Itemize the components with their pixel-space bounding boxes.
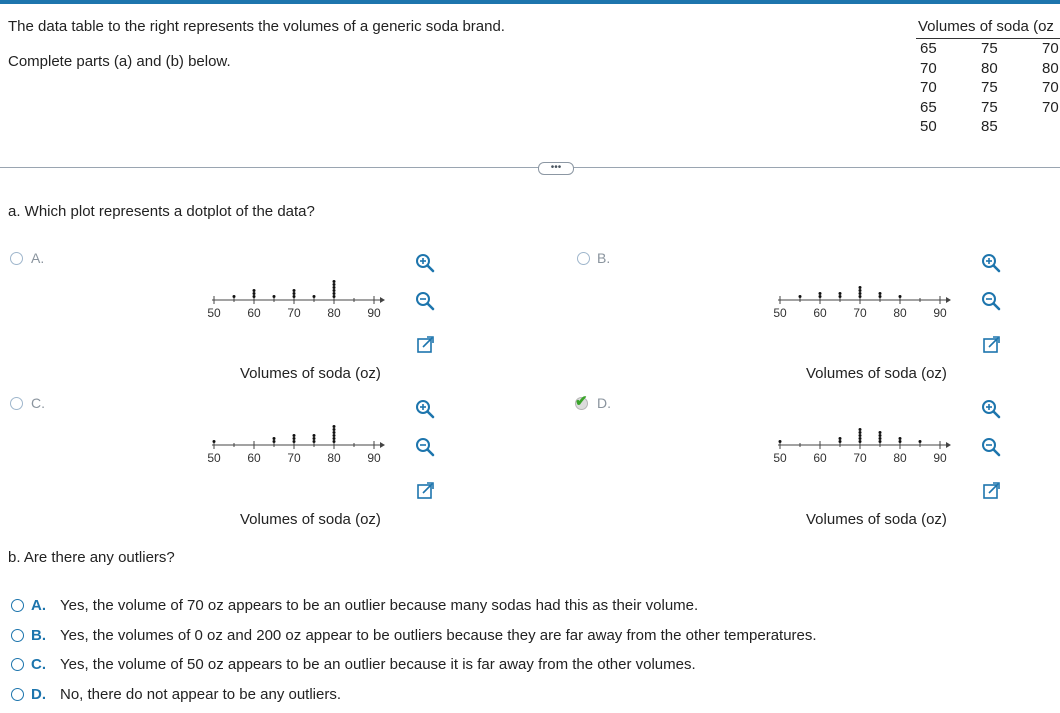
dot	[879, 440, 882, 443]
dot	[313, 440, 316, 443]
choice-c-radio[interactable]	[11, 658, 24, 671]
data-table-title: Volumes of soda (oz	[918, 18, 1054, 35]
dot	[293, 437, 296, 440]
correct-checkmark-icon: ✔	[575, 393, 588, 410]
dotplot-b-axis-label: Volumes of soda (oz)	[806, 365, 947, 382]
dot	[293, 434, 296, 437]
dot	[879, 437, 882, 440]
dot	[879, 434, 882, 437]
dot	[333, 280, 336, 283]
dot	[839, 292, 842, 295]
intro-instructions: Complete parts (a) and (b) below.	[8, 53, 231, 70]
data-table-cell: 65	[920, 40, 937, 57]
dot	[859, 440, 862, 443]
option-a-radio[interactable]	[10, 252, 23, 265]
dotplot-option-c	[200, 415, 400, 475]
dot	[333, 434, 336, 437]
dot	[859, 295, 862, 298]
data-table-cell: 50	[920, 118, 937, 135]
zoom-out-icon[interactable]	[980, 290, 1002, 312]
dot	[899, 437, 902, 440]
tick-label: 50	[207, 306, 221, 320]
tick-label: 50	[773, 306, 787, 320]
dot	[333, 431, 336, 434]
choice-d-letter: D.	[31, 686, 46, 703]
dot	[333, 440, 336, 443]
dot	[293, 295, 296, 298]
dot	[273, 437, 276, 440]
data-table-cell: 65	[920, 98, 937, 116]
data-table-cell: 70	[920, 59, 937, 77]
tick-label: 50	[773, 451, 787, 465]
dot	[859, 289, 862, 292]
choice-b-letter: B.	[31, 627, 46, 644]
choice-a-radio[interactable]	[11, 599, 24, 612]
option-b-letter: B.	[597, 250, 611, 266]
tick-label: 60	[247, 306, 261, 320]
dot	[779, 440, 782, 443]
choice-a-letter: A.	[31, 597, 46, 614]
dot	[253, 295, 256, 298]
zoom-out-icon[interactable]	[980, 436, 1002, 458]
data-table-cell: 80	[1042, 59, 1059, 77]
dot	[233, 295, 236, 298]
dot	[253, 292, 256, 295]
zoom-in-icon[interactable]	[980, 398, 1002, 420]
tick-label: 70	[853, 451, 867, 465]
dot	[313, 295, 316, 298]
dot	[293, 292, 296, 295]
axis-arrow	[946, 297, 951, 303]
dot	[273, 440, 276, 443]
open-new-window-icon[interactable]	[980, 480, 1002, 502]
dot	[333, 292, 336, 295]
data-table-rule	[916, 38, 1060, 39]
tick-label: 80	[893, 451, 907, 465]
dot	[819, 295, 822, 298]
dot	[333, 286, 336, 289]
dot	[839, 437, 842, 440]
dot	[333, 289, 336, 292]
dot	[333, 425, 336, 428]
choice-a-text[interactable]: Yes, the volume of 70 oz appears to be an outlier because many sodas had this as their volume.	[60, 597, 699, 614]
dotplot-option-a	[200, 270, 400, 330]
choice-d-text[interactable]: No, there do not appear to be any outliers.	[60, 686, 342, 703]
dot	[799, 295, 802, 298]
dot	[819, 292, 822, 295]
tick-label: 70	[853, 306, 867, 320]
zoom-in-icon[interactable]	[414, 252, 436, 274]
dotplot-option-d	[766, 415, 966, 475]
zoom-out-icon[interactable]	[414, 436, 436, 458]
option-c-radio[interactable]	[10, 397, 23, 410]
data-table-cell: 85	[981, 118, 998, 135]
open-new-window-icon[interactable]	[980, 334, 1002, 356]
choice-b-text[interactable]: Yes, the volumes of 0 oz and 200 oz appear to be outliers because they are far away from the other temperatures.	[60, 627, 817, 644]
dot	[859, 434, 862, 437]
zoom-out-icon[interactable]	[414, 290, 436, 312]
dot	[313, 437, 316, 440]
dot	[859, 437, 862, 440]
dot	[839, 440, 842, 443]
data-table-cell: 70	[1042, 98, 1059, 116]
dot	[879, 292, 882, 295]
axis-arrow	[380, 297, 385, 303]
tick-label: 70	[287, 451, 301, 465]
axis-arrow	[946, 442, 951, 448]
dot	[333, 295, 336, 298]
tick-label: 90	[367, 306, 381, 320]
open-new-window-icon[interactable]	[414, 334, 436, 356]
data-table-cell: 75	[981, 98, 998, 116]
tick-label: 80	[327, 451, 341, 465]
dot	[333, 283, 336, 286]
choice-c-text[interactable]: Yes, the volume of 50 oz appears to be an outlier because it is far away from the other volumes.	[60, 656, 696, 673]
dot	[919, 440, 922, 443]
dot	[859, 428, 862, 431]
option-c-letter: C.	[31, 395, 45, 411]
dot	[213, 440, 216, 443]
zoom-in-icon[interactable]	[414, 398, 436, 420]
dot	[859, 286, 862, 289]
dot	[899, 295, 902, 298]
dot	[879, 431, 882, 434]
dot	[859, 292, 862, 295]
tick-label: 90	[933, 306, 947, 320]
dot	[859, 431, 862, 434]
tick-label: 50	[207, 451, 221, 465]
expand-more-button[interactable]: •••	[538, 162, 574, 175]
tick-label: 90	[367, 451, 381, 465]
axis-arrow	[380, 442, 385, 448]
dot	[253, 289, 256, 292]
choice-c-letter: C.	[31, 656, 46, 673]
choice-b-radio[interactable]	[11, 629, 24, 642]
tick-label: 60	[247, 451, 261, 465]
top-accent-bar	[0, 0, 1060, 4]
dot	[313, 434, 316, 437]
dot	[899, 440, 902, 443]
dotplot-c-axis-label: Volumes of soda (oz)	[240, 511, 381, 528]
dot	[293, 440, 296, 443]
data-table-cell: 75	[981, 79, 998, 96]
tick-label: 90	[933, 451, 947, 465]
option-d-letter: D.	[597, 395, 611, 411]
dotplot-a-axis-label: Volumes of soda (oz)	[240, 365, 381, 382]
intro-text: The data table to the right represents the volumes of a generic soda brand.	[8, 18, 505, 35]
part-b-question: b. Are there any outliers?	[8, 549, 175, 566]
data-table-cell: 70	[920, 79, 937, 96]
data-table-cell: 70	[1042, 79, 1059, 96]
tick-label: 70	[287, 306, 301, 320]
tick-label: 60	[813, 451, 827, 465]
data-table-cell: 70	[1042, 40, 1059, 57]
section-divider	[0, 167, 1060, 168]
dot	[273, 295, 276, 298]
data-table-cell: 75	[981, 40, 998, 57]
tick-label: 80	[327, 306, 341, 320]
data-table-cell: 80	[981, 59, 998, 77]
dot	[839, 295, 842, 298]
dotplot-d-axis-label: Volumes of soda (oz)	[806, 511, 947, 528]
tick-label: 80	[893, 306, 907, 320]
dot	[293, 289, 296, 292]
dot	[879, 295, 882, 298]
choice-d-radio[interactable]	[11, 688, 24, 701]
dotplot-option-b	[766, 270, 966, 330]
part-a-question: a. Which plot represents a dotplot of the data?	[8, 203, 315, 220]
tick-label: 60	[813, 306, 827, 320]
dot	[333, 428, 336, 431]
zoom-in-icon[interactable]	[980, 252, 1002, 274]
option-b-radio[interactable]	[577, 252, 590, 265]
dot	[333, 437, 336, 440]
open-new-window-icon[interactable]	[414, 480, 436, 502]
option-a-letter: A.	[31, 250, 45, 266]
